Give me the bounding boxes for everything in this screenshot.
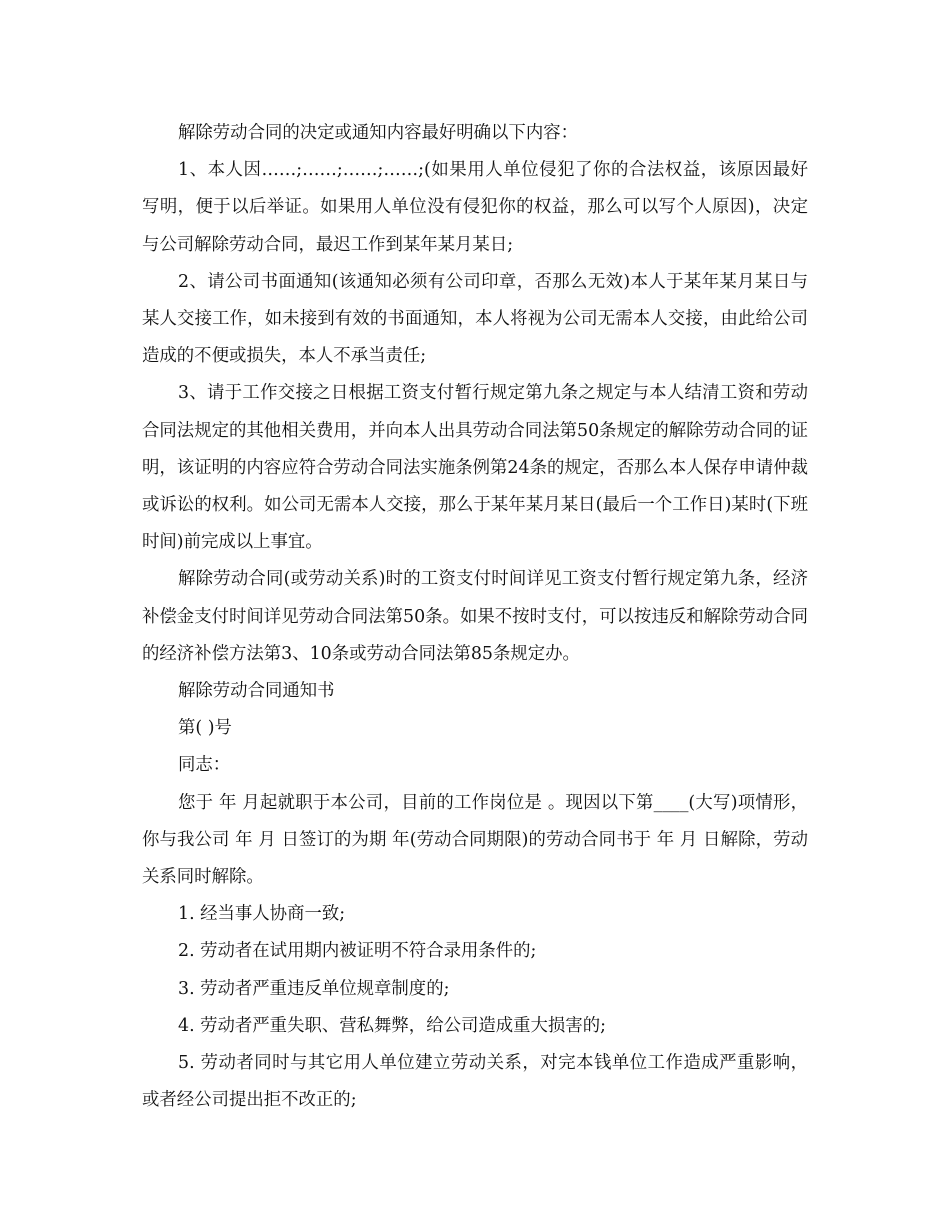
paragraph-item-3: 3、请于工作交接之日根据工资支付暂行规定第九条之规定与本人结清工资和劳动合同法规定的其他相关费用，并向本人出具劳动合同法第50条规定的解除劳动合同的证明，该证明的内容应符合劳动合同法实施条例第24条的规定，否那么本人保存申请仲裁或诉讼的权利。如公司无需本人交接，那么于某年某月某日(最后一个工作日)某时(下班时间)前完成以上事宜。: [142, 383, 808, 553]
notice-salutation: 同志：: [178, 755, 231, 776]
reason-item-5: 5. 劳动者同时与其它用人单位建立劳动关系，对完本钱单位工作造成严重影响，或者经公司提出拒不改正的;: [142, 1053, 808, 1111]
paragraph-payment-time: 解除劳动合同(或劳动关系)时的工资支付时间详见工资支付暂行规定第九条，经济补偿金支付时间详见劳动合同法第50条。如果不按时支付，可以按违反和解除劳动合同的经济补偿方法第3、10条或劳动合同法第85条规定办。: [142, 569, 808, 664]
reason-item-1: 1. 经当事人协商一致;: [178, 904, 346, 925]
notice-number: 第( )号: [178, 718, 232, 739]
paragraph-item-2: 2、请公司书面通知(该通知必须有公司印章，否那么无效)本人于某年某月某日与某人交接工作，如未接到有效的书面通知，本人将视为公司无需本人交接，由此给公司造成的不便或损失，本人不承当责任;: [142, 271, 808, 367]
paragraph-item-1: 1、本人因……;……;……;……;(如果用人单位侵犯了你的合法权益，该原因最好写明，便于以后举证。如果用人单位没有侵犯你的权益，那么可以写个人原因)，决定与公司解除劳动合同，最迟工作到某年某月某日;: [142, 160, 808, 255]
notice-body: 您于 年 月起就职于本公司，目前的工作岗位是 。现因以下第____(大写)项情形，你与我公司 年 月 日签订的为期 年(劳动合同期限)的劳动合同书于 年 月 日解除，劳动关系同时解除。: [142, 792, 808, 888]
paragraph-intro: 解除劳动合同的决定或通知内容最好明确以下内容：: [178, 123, 578, 143]
reason-item-2: 2. 劳动者在试用期内被证明不符合录用条件的;: [178, 941, 537, 962]
document-body: [142, 115, 808, 1119]
reason-item-3: 3. 劳动者严重违反单位规章制度的;: [178, 978, 450, 999]
reason-item-4: 4. 劳动者严重失职、营私舞弊，给公司造成重大损害的;: [178, 1015, 606, 1036]
notice-title: 解除劳动合同通知书: [178, 681, 335, 702]
